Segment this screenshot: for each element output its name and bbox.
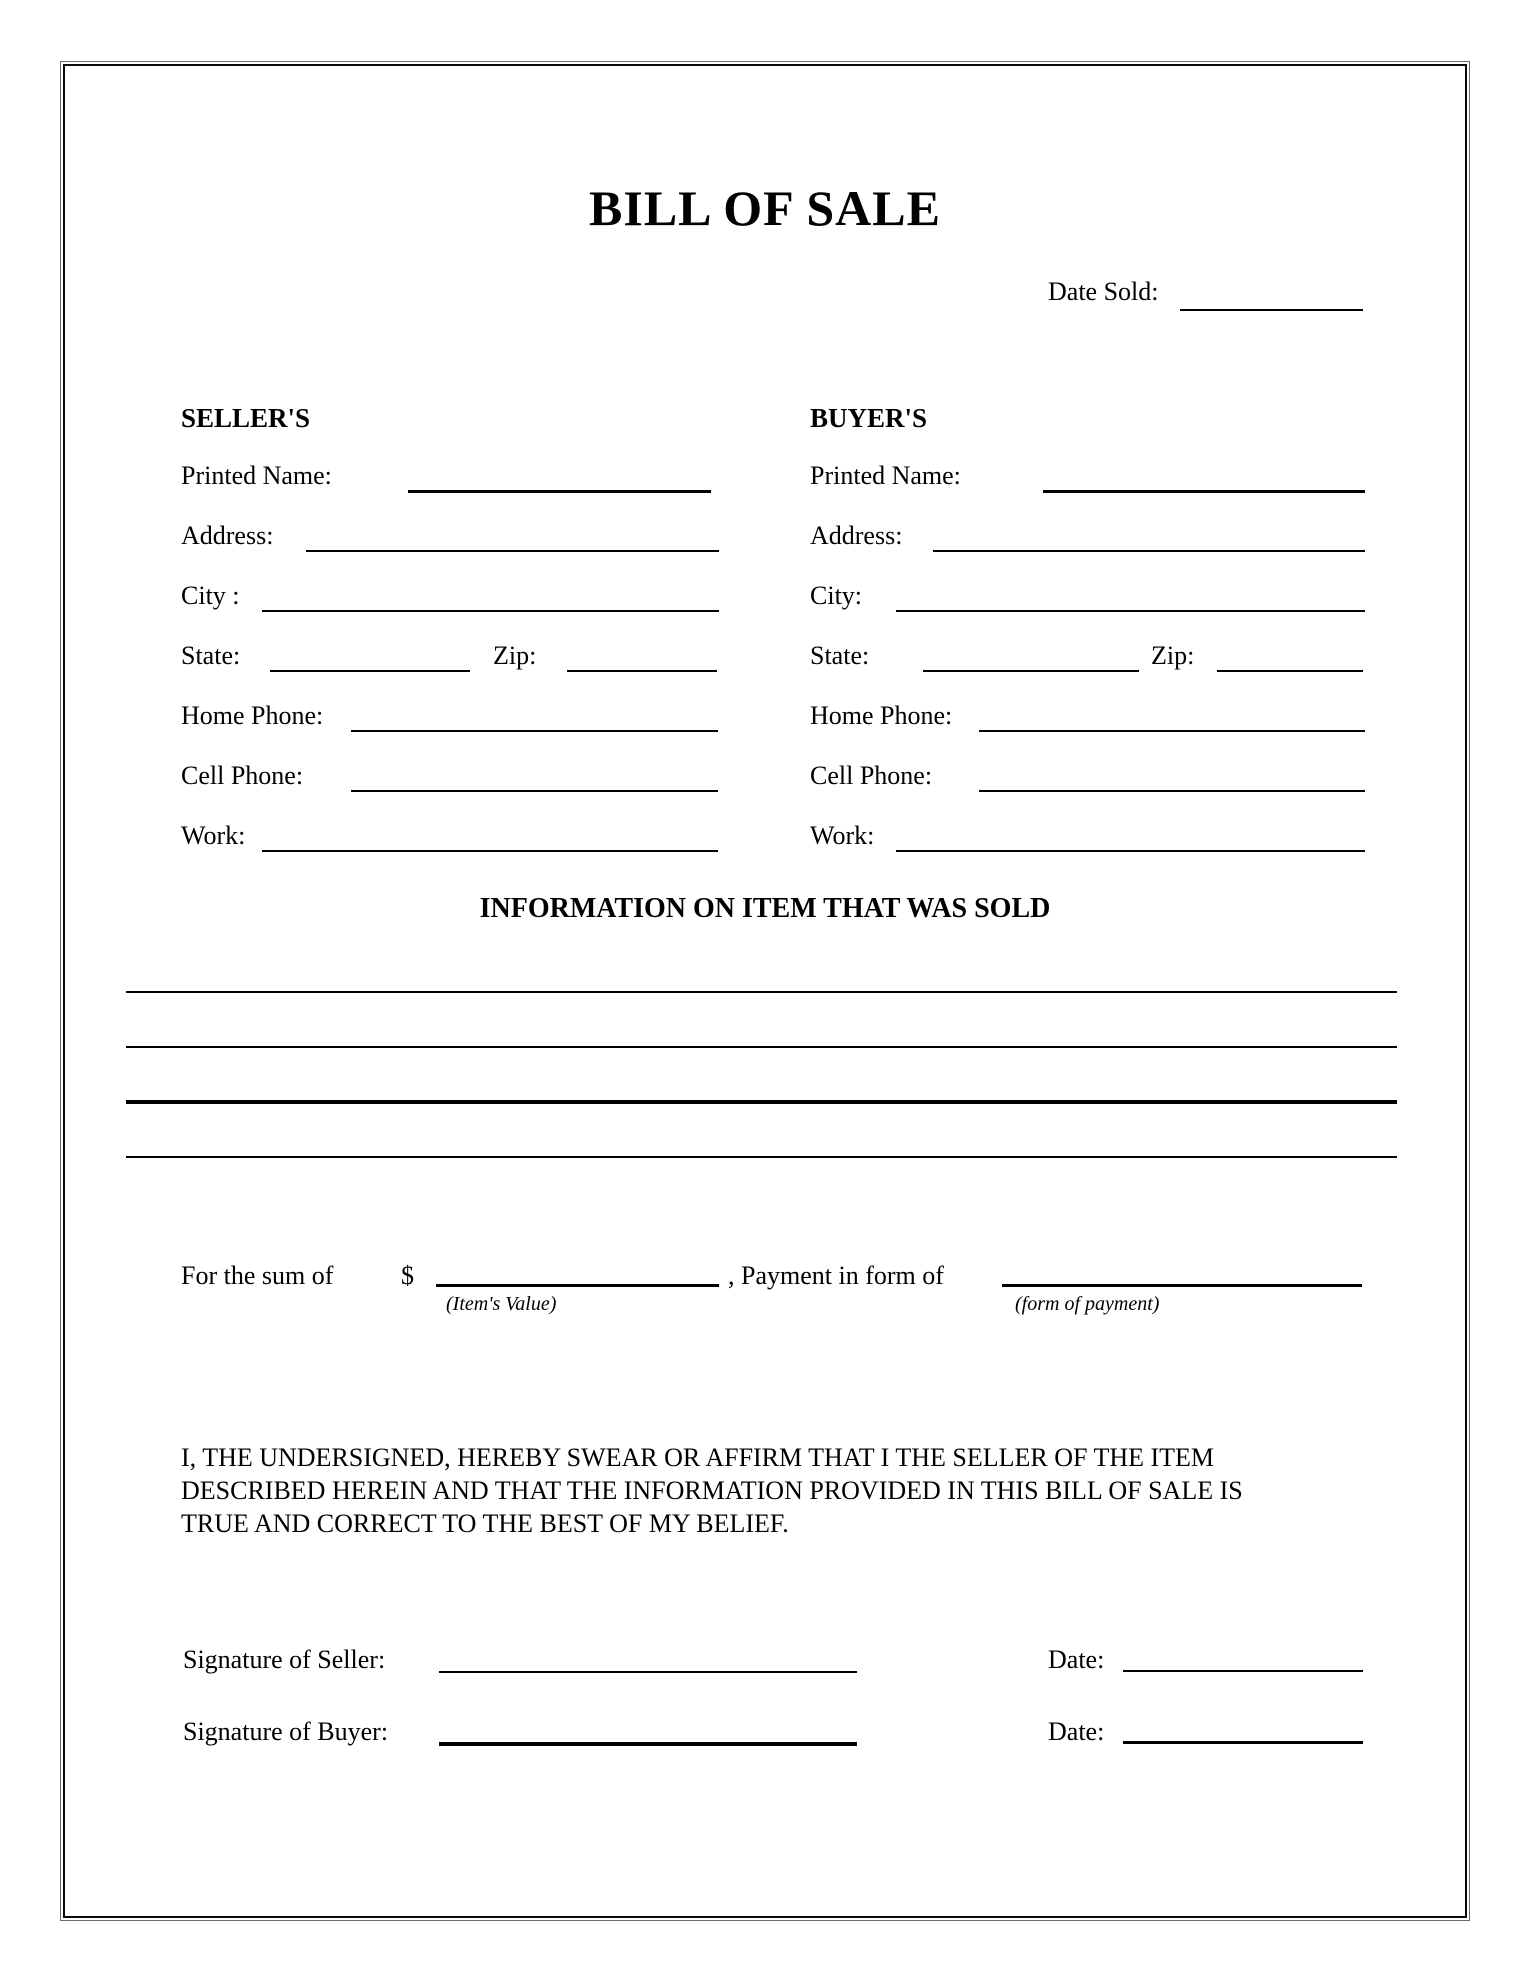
sum-prefix-label: For the sum of xyxy=(181,1261,334,1290)
item-description-line-2[interactable] xyxy=(126,1046,1397,1048)
seller-address-label: Address: xyxy=(181,521,274,550)
buyer-address-input-line[interactable] xyxy=(933,550,1365,552)
seller-work-label: Work: xyxy=(181,821,246,850)
seller-date-input-line[interactable] xyxy=(1123,1670,1363,1672)
seller-printed-name-label: Printed Name: xyxy=(181,461,332,490)
item-value-input-line[interactable] xyxy=(436,1284,719,1287)
item-description-line-4[interactable] xyxy=(126,1156,1397,1158)
buyer-date-label: Date: xyxy=(1048,1717,1105,1746)
buyer-work-label: Work: xyxy=(810,821,875,850)
seller-address-input-line[interactable] xyxy=(306,550,719,552)
seller-state-label: State: xyxy=(181,641,241,670)
buyer-date-input-line[interactable] xyxy=(1123,1741,1363,1744)
seller-signature-label: Signature of Seller: xyxy=(183,1645,386,1674)
seller-section-header: SELLER'S xyxy=(181,403,311,433)
item-description-line-1[interactable] xyxy=(126,991,1397,993)
buyer-printed-name-input-line[interactable] xyxy=(1043,490,1365,493)
item-info-header: INFORMATION ON ITEM THAT WAS SOLD xyxy=(479,893,1051,924)
seller-cell-phone-label: Cell Phone: xyxy=(181,761,304,790)
seller-printed-name-input-line[interactable] xyxy=(408,490,711,493)
item-description-line-3[interactable] xyxy=(126,1100,1397,1104)
buyer-signature-input-line[interactable] xyxy=(439,1742,857,1746)
buyer-home-phone-label: Home Phone: xyxy=(810,701,953,730)
buyer-signature-label: Signature of Buyer: xyxy=(183,1717,389,1746)
buyer-zip-label: Zip: xyxy=(1151,641,1195,670)
date-sold-label: Date Sold: xyxy=(1048,277,1159,306)
seller-date-label: Date: xyxy=(1048,1645,1105,1674)
page-title: BILL OF SALE xyxy=(589,180,941,236)
seller-home-phone-label: Home Phone: xyxy=(181,701,324,730)
seller-state-input-line[interactable] xyxy=(270,670,470,672)
payment-form-caption: (form of payment) xyxy=(1015,1293,1160,1315)
buyer-state-input-line[interactable] xyxy=(923,670,1139,672)
seller-cell-phone-input-line[interactable] xyxy=(351,790,718,792)
affirmation-paragraph xyxy=(181,1441,1341,1540)
buyer-zip-input-line[interactable] xyxy=(1217,670,1363,672)
buyer-cell-phone-input-line[interactable] xyxy=(979,790,1365,792)
buyer-work-input-line[interactable] xyxy=(896,850,1365,852)
buyer-state-label: State: xyxy=(810,641,870,670)
seller-zip-label: Zip: xyxy=(493,641,537,670)
buyer-city-input-line[interactable] xyxy=(896,610,1365,612)
seller-city-label: City : xyxy=(181,581,240,610)
buyer-cell-phone-label: Cell Phone: xyxy=(810,761,933,790)
date-sold-input-line[interactable] xyxy=(1180,309,1363,311)
buyer-city-label: City: xyxy=(810,581,863,610)
affirmation-line-2: DESCRIBED HEREIN AND THAT THE INFORMATION PROVIDED IN THIS BILL OF SALE IS xyxy=(181,1476,1243,1505)
buyer-section-header: BUYER'S xyxy=(810,403,928,433)
affirmation-line-3: TRUE AND CORRECT TO THE BEST OF MY BELIEF. xyxy=(181,1509,789,1538)
seller-home-phone-input-line[interactable] xyxy=(351,730,718,732)
payment-form-input-line[interactable] xyxy=(1002,1284,1362,1287)
item-value-caption: (Item's Value) xyxy=(446,1293,557,1315)
seller-zip-input-line[interactable] xyxy=(567,670,717,672)
payment-form-label: , Payment in form of xyxy=(728,1261,944,1290)
buyer-home-phone-input-line[interactable] xyxy=(979,730,1365,732)
affirmation-line-1: I, THE UNDERSIGNED, HEREBY SWEAR OR AFFIRM THAT I THE SELLER OF THE ITEM xyxy=(181,1443,1215,1472)
buyer-address-label: Address: xyxy=(810,521,903,550)
seller-city-input-line[interactable] xyxy=(262,610,719,612)
seller-work-input-line[interactable] xyxy=(262,850,718,852)
buyer-printed-name-label: Printed Name: xyxy=(810,461,961,490)
dollar-sign: $ xyxy=(401,1261,414,1290)
seller-signature-input-line[interactable] xyxy=(439,1671,857,1673)
